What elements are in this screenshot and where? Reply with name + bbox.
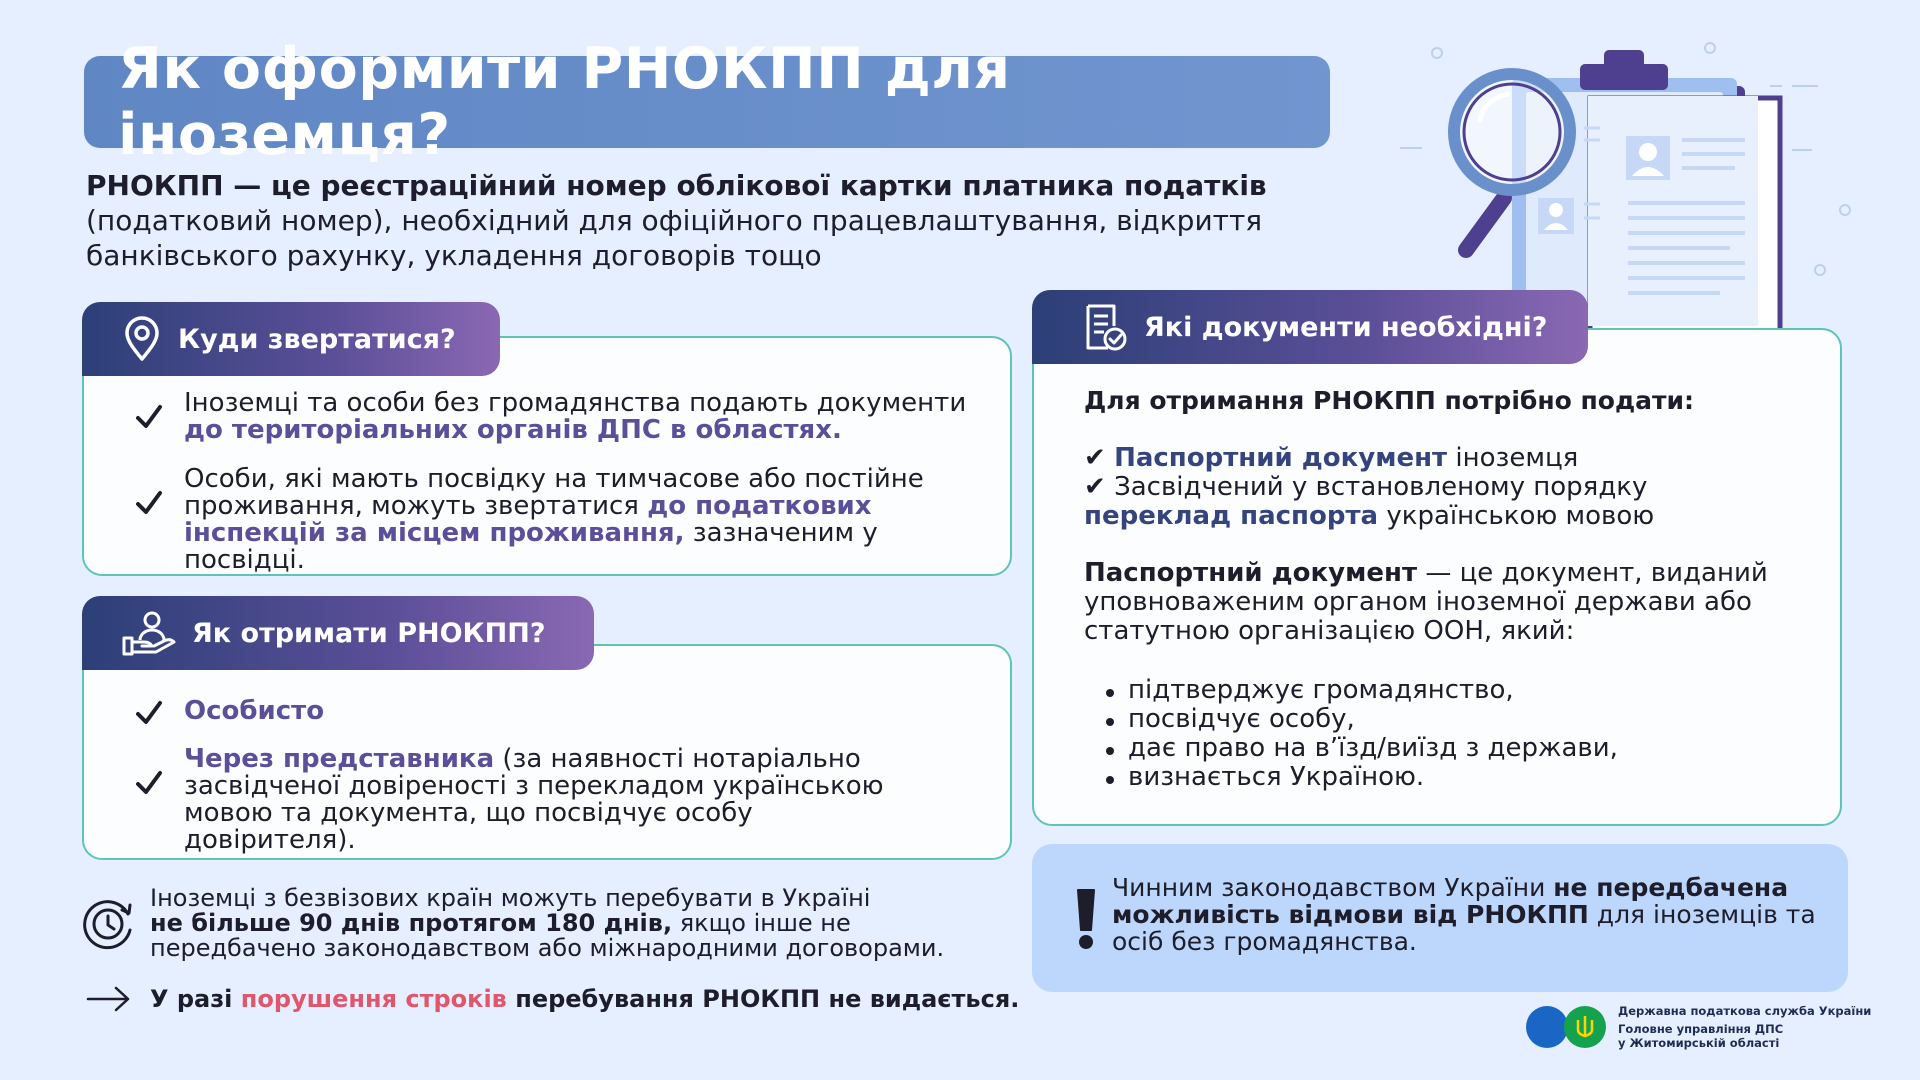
intro-bold: РНОКПП — це реєстраційний номер облікової картки платника податків [86,169,1267,202]
notice-text-plain: Чинним законодавством України [1112,873,1546,902]
check-icon [130,490,168,516]
notice-text-bold: не передбачена можливість відмови від РНОКПП [1112,873,1789,929]
docs-item-1 [1084,444,1824,473]
docs-card-header [1032,290,1588,364]
docs-item-1-text: іноземця [1455,443,1579,473]
docs-lead: Для отримання РНОКПП потрібно подати: [1084,386,1695,415]
arrow-right-icon [86,984,132,1014]
hand-person-icon [122,610,178,656]
list-item: посвідчує особу, [1104,705,1824,734]
check-icon [130,404,168,430]
violation-pre: У разі [150,985,233,1013]
how-card-title: Як отримати РНОКПП? [192,617,546,649]
intro-text: (податковий номер), необхідний для офіційного працевлаштування, відкриття банківського рахунку, укладення договорів тощо [86,204,1263,272]
list-item: дає право на в’їзд/виїзд з держави, [1104,734,1824,763]
visa-note-bold: не більше 90 днів протягом 180 днів, [150,909,673,937]
exclamation-icon [1074,886,1098,950]
document-check-icon [1082,302,1128,352]
check-icon [130,700,168,726]
where-item-2-highlight: до податкових інспекцій за місцем проживання, [184,491,872,548]
docs-item-2 [1084,473,1824,531]
footer-text [1618,1004,1871,1050]
notice-text-tail: для іноземців та осіб без громадянства. [1112,900,1816,956]
how-card-header [82,596,594,670]
how-item-1 [130,698,990,726]
footer-org [1526,1004,1871,1050]
visa-note [150,886,1010,961]
where-item-2 [130,466,1000,574]
visa-note-text: Іноземці з безвізових країн можуть перебувати в Україні [150,884,871,912]
title-banner [84,36,1330,168]
notice-text [1112,874,1832,955]
how-item-1-highlight: Особисто [184,696,325,726]
trident-logo [1564,1006,1606,1048]
how-item-2-text: (за наявності нотаріально засвідченої довіреності з перекладом українською мовою та документа, що посвідчує особу довірителя). [184,744,884,855]
where-card-header [82,302,500,376]
violation-note [150,984,1019,1014]
check-icon: ✔ [1084,472,1106,502]
footer-line-1: Державна податкова служба України [1618,1004,1872,1018]
docs-definition [1084,559,1824,646]
check-icon: ✔ [1084,443,1106,473]
page-title: Як оформити РНОКПП для іноземця? [118,36,1011,168]
where-item-2-tail: зазначеним у посвідці. [184,518,878,575]
list-item: підтверджує громадянство, [1104,676,1824,705]
footer-line-2: Головне управління ДПС [1618,1022,1784,1036]
docs-item-2-tail: українською мовою [1386,501,1655,531]
list-item: визнається Україною. [1104,763,1824,792]
docs-item-1-highlight: Паспортний документ [1114,443,1448,473]
footer-line-3: у Житомирській області [1618,1036,1780,1050]
notice-box [1032,844,1848,992]
where-card-title: Куди звертатися? [178,323,456,355]
docs-definition-bold: Паспортний документ [1084,558,1418,588]
violation-post: перебування РНОКПП не видається. [515,985,1020,1013]
check-icon [130,770,168,796]
where-item-2-text: Особи, які мають посвідку на тимчасове або постійне проживання, можуть звертатися [184,464,924,521]
docs-card-title: Які документи необхідні? [1144,311,1548,343]
clock-icon [80,896,136,952]
docs-bullets [1104,676,1824,792]
where-item-1 [130,390,990,444]
docs-item-2-text: Засвідчений у встановленому порядку [1114,472,1648,502]
docs-content [1084,386,1824,792]
docs-definition-text: — це документ, виданий уповноваженим органом іноземної держави або статутною організацією ООН, який: [1084,558,1768,646]
where-item-1-highlight: до територіальних органів ДПС в областях. [184,415,842,445]
where-item-1-text: Іноземці та особи без громадянства подають документи [184,388,967,418]
docs-item-2-highlight: переклад паспорта [1084,501,1379,531]
location-pin-icon [122,316,162,362]
how-item-2-highlight: Через представника [184,744,495,774]
visa-note-tail: якщо інше не передбачено законодавством або міжнародними договорами. [150,909,945,962]
intro-paragraph [86,168,1356,273]
magnifier-clipboard-illustration [1400,28,1860,328]
dps-logo [1526,1006,1568,1048]
how-item-2 [130,746,1000,854]
violation-red: порушення строків [240,985,507,1013]
